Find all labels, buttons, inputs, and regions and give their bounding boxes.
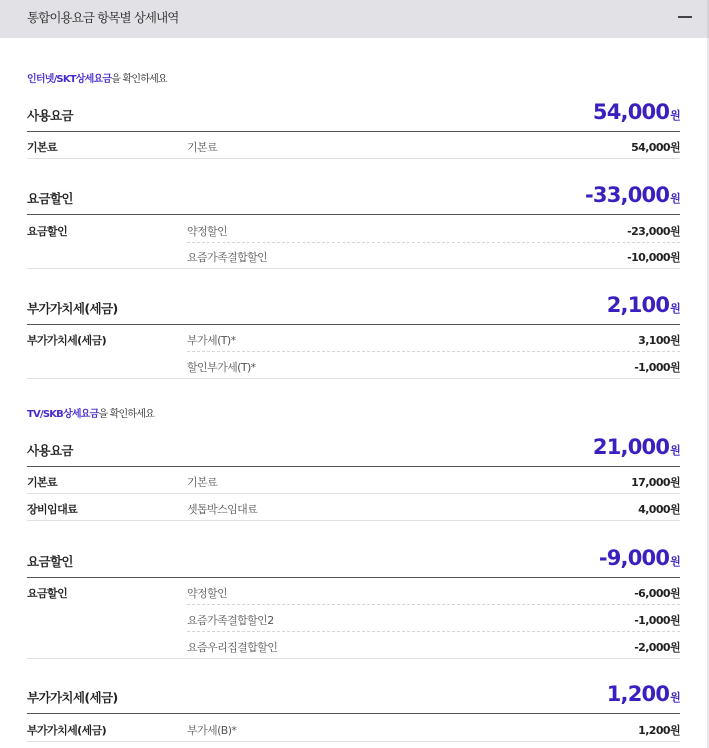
- item-label: 약정할인: [187, 225, 228, 238]
- minus-icon[interactable]: [678, 16, 692, 18]
- item-label: 기본료: [187, 476, 218, 489]
- table-row: [27, 633, 680, 659]
- won-unit: 원: [670, 444, 680, 457]
- item-label: 약정할인: [187, 587, 228, 600]
- section-total: [607, 682, 680, 706]
- skt-intro: [27, 70, 167, 85]
- item-label: 요즘가족결합할인2: [187, 614, 274, 627]
- intro-text: 을 확인하세요: [111, 74, 167, 85]
- section-divider: [27, 466, 680, 467]
- won-unit: 원: [670, 302, 680, 315]
- row-divider: [27, 158, 680, 159]
- item-amount: -23,000원: [627, 225, 680, 238]
- row-divider: [187, 351, 680, 352]
- section-divider: [27, 713, 680, 714]
- item-amount: 3,100원: [638, 334, 680, 347]
- item-amount: -10,000원: [627, 251, 680, 264]
- section-total: [585, 183, 680, 207]
- section-heading: 요금할인: [27, 191, 73, 206]
- skb-intro: [27, 405, 154, 420]
- table-row: [27, 495, 680, 521]
- item-amount: -6,000원: [634, 587, 680, 600]
- table-row: [27, 326, 680, 352]
- item-label: 부가세(T)*: [187, 334, 236, 347]
- section-heading: 부가가치세(세금): [27, 301, 118, 316]
- item-label: 요즘우리집결합할인: [187, 641, 278, 654]
- row-divider: [27, 493, 680, 494]
- item-label: 셋톱박스임대료: [187, 503, 258, 516]
- section-title: 통합이용요금 항목별 상세내역: [27, 10, 179, 25]
- section-heading: 요금할인: [27, 554, 73, 569]
- item-label: 기본료: [187, 141, 218, 154]
- table-row: [27, 716, 680, 742]
- section-total: [593, 435, 680, 459]
- item-amount: -1,000원: [634, 361, 680, 374]
- category-label: 부가가치세(세금): [27, 724, 107, 737]
- section-total: [599, 546, 680, 570]
- item-label: 부가세(B)*: [187, 724, 237, 737]
- total-amount: 54,000: [592, 100, 670, 124]
- item-amount: 17,000원: [631, 476, 680, 489]
- section-total: [593, 100, 680, 124]
- item-amount: -2,000원: [634, 641, 680, 654]
- section-divider: [27, 324, 680, 325]
- item-label: 요즘가족결합할인: [187, 251, 268, 264]
- row-divider: [27, 378, 680, 379]
- skt-detail-link[interactable]: 인터넷/SKT상세요금: [27, 74, 112, 85]
- item-amount: 1,200원: [638, 724, 680, 737]
- section-heading: 부가가치세(세금): [27, 690, 118, 705]
- row-divider: [187, 631, 680, 632]
- section-heading: 사용요금: [27, 108, 73, 123]
- row-divider: [27, 520, 680, 521]
- section-divider: [27, 577, 680, 578]
- category-label: 장비임대료: [27, 503, 78, 516]
- table-row: [27, 353, 680, 379]
- won-unit: 원: [670, 691, 680, 704]
- section-divider: [27, 214, 680, 215]
- item-amount: 4,000원: [638, 503, 680, 516]
- won-unit: 원: [670, 555, 680, 568]
- table-row: [27, 606, 680, 632]
- won-unit: 원: [670, 192, 680, 205]
- category-label: 요금할인: [27, 587, 68, 600]
- category-label: 기본료: [27, 141, 58, 154]
- section-header[interactable]: [0, 0, 709, 38]
- table-row: [27, 217, 680, 243]
- category-label: 기본료: [27, 476, 58, 489]
- category-label: 요금할인: [27, 225, 68, 238]
- category-label: 부가가치세(세금): [27, 334, 107, 347]
- table-row: [27, 579, 680, 605]
- item-label: 할인부가세(T)*: [187, 361, 256, 374]
- row-divider: [27, 268, 680, 269]
- intro-text: 을 확인하세요: [98, 409, 154, 420]
- item-amount: 54,000원: [631, 141, 680, 154]
- table-row: [27, 133, 680, 159]
- table-row: [27, 243, 680, 269]
- total-amount: 21,000: [592, 435, 670, 459]
- row-divider: [187, 604, 680, 605]
- row-divider: [27, 658, 680, 659]
- won-unit: 원: [670, 109, 680, 122]
- total-amount: 1,200: [606, 682, 670, 706]
- skb-detail-link[interactable]: TV/SKB상세요금: [27, 409, 99, 420]
- section-total: [607, 293, 680, 317]
- row-divider: [27, 741, 680, 742]
- table-row: [27, 468, 680, 494]
- section-heading: 사용요금: [27, 443, 73, 458]
- total-amount: -33,000: [585, 183, 670, 207]
- section-divider: [27, 131, 680, 132]
- total-amount: -9,000: [598, 546, 670, 570]
- total-amount: 2,100: [606, 293, 670, 317]
- item-amount: -1,000원: [634, 614, 680, 627]
